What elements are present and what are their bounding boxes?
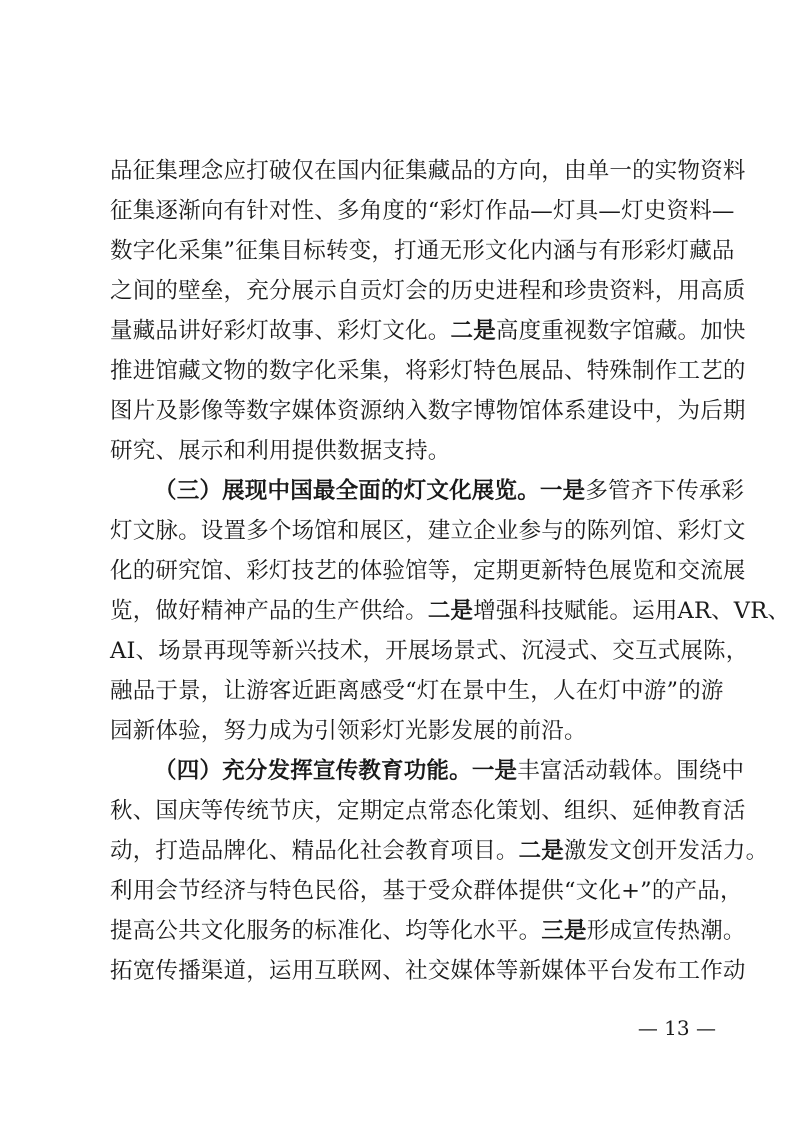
text-segment: 研究、展示和利用提供数据支持。 (110, 438, 451, 464)
bold-text: 一是 (471, 758, 518, 784)
text-segment: 量藏品讲好彩灯故事、彩灯文化。 (110, 318, 451, 344)
text-segment: 化的研究馆、彩灯技艺的体验馆等，定期更新特色展览和交流展 (110, 558, 746, 584)
bold-text: 二是 (518, 838, 565, 864)
text-line (110, 791, 746, 831)
text-segment: 品征集理念应打破仅在国内征集藏品的方向，由单一的实物资料 (110, 158, 746, 184)
text-segment: 形成宣传热潮。 (586, 918, 746, 944)
text-segment: 利用会节经济与特色民俗，基于受众群体提供“文化+”的产品， (110, 878, 743, 904)
text-segment: 数字化采集”征集目标转变，打通无形文化内涵与有形彩灯藏品 (110, 238, 735, 264)
text-line (110, 631, 749, 671)
text-line (110, 911, 746, 951)
text-line (110, 671, 724, 711)
bold-text: 二是 (427, 598, 474, 624)
text-segment: 拓宽传播渠道，运用互联网、社交媒体等新媒体平台发布工作动 (110, 958, 746, 984)
text-segment: 征集逐渐向有针对性、多角度的“彩灯作品—灯具—灯史资料— (110, 198, 735, 224)
text-segment: 丰富活动载体。围绕中 (517, 758, 745, 784)
text-line (110, 271, 746, 311)
text-line (110, 351, 746, 391)
text-line (110, 431, 710, 471)
text-line (110, 711, 710, 751)
bold-text: （三）展现中国最全面的灯文化展览。 (154, 478, 540, 504)
text-line (110, 871, 743, 911)
text-segment: 览，做好精神产品的生产供给。 (110, 598, 428, 624)
bold-text: （四）充分发挥宣传教育功能。 (154, 758, 472, 784)
bold-text: 一是 (539, 478, 586, 504)
text-segment: 图片及影像等数字媒体资源纳入数字博物馆体系建设中，为后期 (110, 398, 746, 424)
text-line (110, 391, 746, 431)
text-segment: 动，打造品牌化、精品化社会教育项目。 (110, 838, 519, 864)
text-line (110, 231, 735, 271)
text-segment: 推进馆藏文物的数字化采集，将彩灯特色展品、特殊制作工艺的 (110, 358, 746, 384)
text-line (110, 151, 746, 191)
text-segment: 激发文创开发活力。 (564, 838, 769, 864)
text-line (110, 831, 769, 871)
text-segment: 秋、国庆等传统节庆，定期定点常态化策划、组织、延伸教育活 (110, 798, 746, 824)
text-segment: 融品于景，让游客近距离感受“灯在景中生，人在灯中游”的游 (110, 678, 724, 704)
text-line (110, 191, 735, 231)
bold-text: 三是 (541, 918, 587, 944)
body-text (110, 151, 791, 991)
text-line (110, 511, 746, 551)
text-segment: 灯文脉。设置多个场馆和展区，建立企业参与的陈列馆、彩灯文 (110, 518, 746, 544)
text-segment: 提高公共文化服务的标准化、均等化水平。 (110, 918, 542, 944)
page-number: — 13 — (637, 1016, 716, 1040)
text-segment: 园新体验，努力成为引领彩灯光影发展的前沿。 (110, 718, 587, 744)
text-segment: 之间的壁垒，充分展示自贡灯会的历史进程和珍贵资料，用高质 (110, 278, 746, 304)
text-segment: 高度重视数字馆藏。加快 (495, 318, 746, 344)
paragraph-heading-line (110, 751, 745, 791)
text-segment: 增强科技赋能。运用AR、VR、 (473, 598, 791, 624)
text-segment: AI、场景再现等新兴技术，开展场景式、沉浸式、交互式展陈， (110, 638, 749, 664)
text-line (110, 951, 746, 991)
text-line (110, 311, 746, 351)
text-line (110, 551, 746, 591)
paragraph-heading-line (110, 471, 745, 511)
bold-text: 二是 (450, 318, 496, 344)
text-line (110, 591, 791, 631)
text-segment: 多管齐下传承彩 (585, 478, 745, 504)
